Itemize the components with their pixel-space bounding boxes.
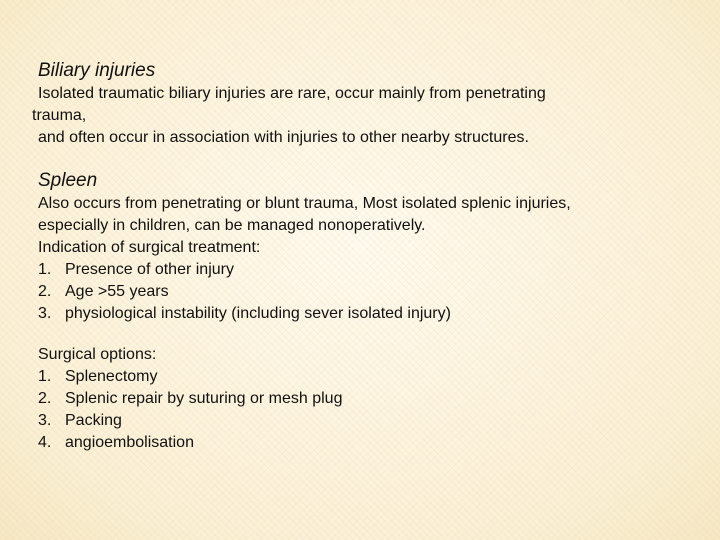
list-text: physiological instability (including sever isolated injury) <box>65 305 451 322</box>
list-text: Splenic repair by suturing or mesh plug <box>65 390 343 407</box>
spleen-body <box>38 193 571 325</box>
list-text: Splenectomy <box>65 368 158 385</box>
biliary-line: trauma, <box>32 107 87 124</box>
list-number: 3. <box>38 305 52 322</box>
options-list <box>38 366 342 454</box>
list-item <box>38 432 342 454</box>
spleen-line: Also occurs from penetrating or blunt trauma, Most isolated splenic injuries, <box>38 195 571 212</box>
spleen-line: Indication of surgical treatment: <box>38 239 261 256</box>
list-item <box>38 410 342 432</box>
list-text: Packing <box>65 412 122 429</box>
list-text: angioembolisation <box>65 434 194 451</box>
list-number: 1. <box>38 368 52 385</box>
list-text: Presence of other injury <box>65 261 234 278</box>
surgical-options <box>38 344 342 454</box>
list-text: Age >55 years <box>65 283 169 300</box>
biliary-body <box>32 83 546 149</box>
list-number: 3. <box>38 412 52 429</box>
list-item <box>38 303 571 325</box>
spleen-line: especially in children, can be managed nonoperatively. <box>38 217 426 234</box>
list-number: 1. <box>38 261 52 278</box>
options-label: Surgical options: <box>38 346 157 363</box>
biliary-heading: Biliary injuries <box>38 60 156 81</box>
list-item <box>38 388 342 410</box>
list-number: 2. <box>38 390 52 407</box>
biliary-line: Isolated traumatic biliary injuries are rare, occur mainly from penetrating <box>38 85 546 102</box>
list-number: 2. <box>38 283 52 300</box>
list-item <box>38 366 342 388</box>
biliary-line: and often occur in association with injuries to other nearby structures. <box>38 129 529 146</box>
spleen-heading: Spleen <box>38 170 98 191</box>
list-item <box>38 281 571 303</box>
list-item <box>38 259 571 281</box>
indication-list <box>38 259 571 325</box>
list-number: 4. <box>38 434 52 451</box>
